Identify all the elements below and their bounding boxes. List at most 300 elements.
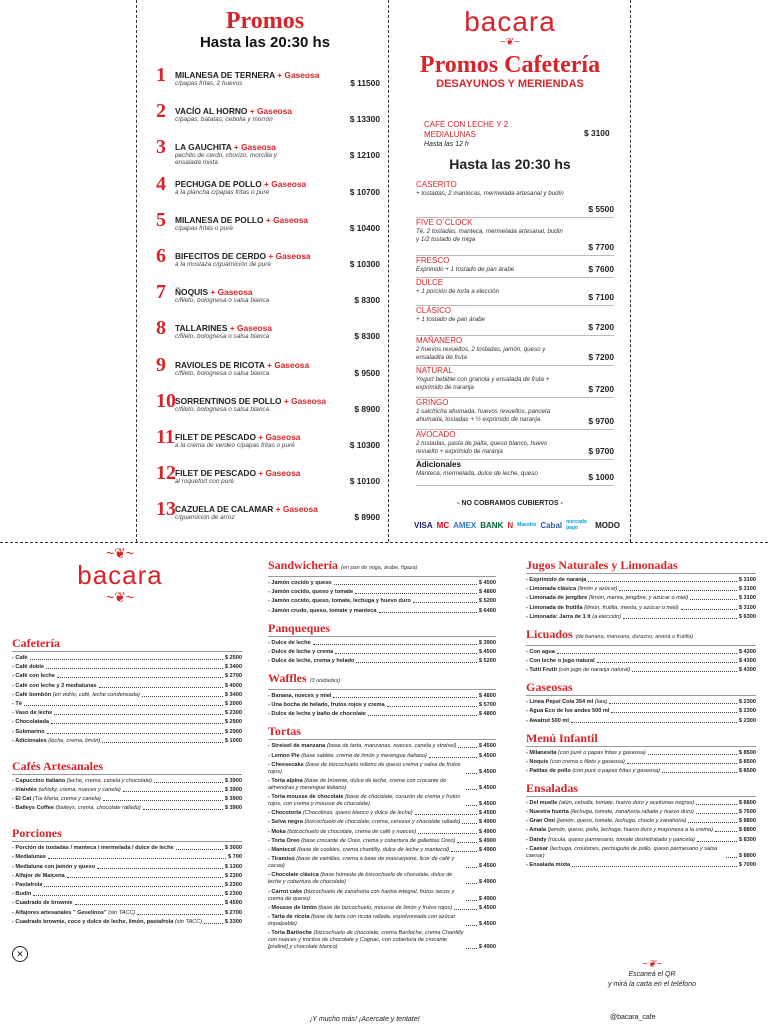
leader-dots xyxy=(632,671,737,672)
section-title xyxy=(526,781,756,797)
menu-item xyxy=(12,882,242,889)
promo-item xyxy=(150,317,380,353)
menu-item xyxy=(526,759,756,766)
cafeteria-promo-desc: + tostadas, 2 mantecas, mermelada artesanal y budín xyxy=(416,190,564,197)
menu-item-name: - Línea Pepsi Cola 354 ml (lata) xyxy=(526,699,608,706)
leader-dots xyxy=(429,757,477,758)
cafeteria-promo-item xyxy=(416,460,614,486)
promo-description: c/papas, batatas, cebolla y morrón xyxy=(175,116,273,124)
menu-item xyxy=(268,905,496,912)
menu-item-price: $ 3000 xyxy=(224,845,242,852)
cafeteria-promos-subtitle: DESAYUNOS Y MERIENDAS xyxy=(436,78,584,90)
promo-addon: + Gaseosa xyxy=(283,395,327,406)
leader-dots xyxy=(123,791,223,792)
cafeteria-promo-price: $ 7200 xyxy=(588,322,614,332)
menu-item-name: - Jamón crudo, queso, tomate y manteca xyxy=(268,607,377,614)
leader-dots xyxy=(413,602,477,603)
menu-item-price: $ 8300 xyxy=(738,836,756,843)
leader-dots xyxy=(355,593,477,594)
cafeteria-promo-name: DULCE xyxy=(416,278,444,287)
promo-item xyxy=(150,498,380,534)
menu-item-note: (lechuga, tomate, zanahoria rallada y huevo duro) xyxy=(570,809,694,816)
menu-item xyxy=(526,699,756,706)
menu-item xyxy=(268,794,496,808)
menu-item-name-text: Ensalada mixta xyxy=(529,862,571,868)
menu-item-price: $ 4500 xyxy=(478,904,496,911)
menu-item-price: $ 4500 xyxy=(478,810,496,817)
promo-description: a la plancha c/papas fritas o puré xyxy=(175,188,270,196)
section-title-text: Cafés Artesanales xyxy=(12,758,103,773)
leader-dots xyxy=(67,877,223,878)
menu-section-tortas xyxy=(268,724,496,951)
promo-description: c/papas fritas, 2 huevos xyxy=(175,80,243,87)
menu-item xyxy=(268,580,496,587)
promo-item xyxy=(150,173,380,209)
section-title xyxy=(12,826,242,842)
promo-description: al roquefort con puré xyxy=(175,478,234,486)
menu-item-name-text: Irlandés xyxy=(15,786,37,793)
promo-item xyxy=(150,245,380,281)
promo-item xyxy=(150,462,380,498)
section-title-text: Licuados xyxy=(526,626,573,641)
cafeteria-promo-price: $ 7200 xyxy=(588,352,614,362)
menu-item xyxy=(12,664,242,671)
promo-item xyxy=(150,354,380,390)
menu-item-note: (limón, frutilla, menta, y azúcar o miel) xyxy=(584,604,679,611)
payment-methods xyxy=(414,519,620,531)
menu-item-name: - Chocolate clásica (base húmeda de bizcochuelo de chocolate, dulce de leche y cobertura de chocolate) xyxy=(268,872,453,886)
menu-item-name: - Lemon Pie (base sablée, crema de limón y merengue italiano) xyxy=(268,752,427,759)
menu-section-licuados xyxy=(526,627,756,674)
promo-item xyxy=(150,100,380,136)
menu-item-name-text: Dandy xyxy=(529,836,547,843)
menu-item xyxy=(526,708,756,715)
section-title-text: Cafetería xyxy=(12,636,60,650)
menu-item xyxy=(268,693,496,700)
leader-dots xyxy=(75,904,223,905)
menu-brand-name: bacara xyxy=(77,560,163,590)
menu-item-note: (sin TACC) xyxy=(174,918,203,925)
menu-item xyxy=(268,889,496,903)
promo-name xyxy=(175,432,300,442)
menu-item-name-text: Alfajor de Maicena xyxy=(15,872,65,879)
promo-price: $ 13300 xyxy=(349,114,380,125)
menu-item-name-text: Medialunas xyxy=(15,854,46,861)
section-title xyxy=(526,627,756,646)
promo-list xyxy=(150,64,380,534)
menu-item-name-text: Amala xyxy=(529,827,547,834)
cafeteria-promo-price: $ 7200 xyxy=(588,384,614,394)
promo-name-text: FILET DE PESCADO xyxy=(175,468,256,479)
cut-line-middle xyxy=(388,0,389,542)
menu-item-name: - Ensalada mixta xyxy=(526,862,571,868)
promo-price: $ 8300 xyxy=(354,331,380,342)
menu-item-price: $ 4300 xyxy=(738,667,756,674)
menu-item-price: $ 4500 xyxy=(478,743,496,750)
menu-item-name-text: Nuestra huerta xyxy=(529,809,569,816)
menu-item-price: $ 4500 xyxy=(478,863,496,870)
cafeteria-promo-desc: 2 tostadas, pasta de palta, queso blanco, huevo revuelto + exprimido de naranja xyxy=(416,440,548,455)
menu-item-name: - Torta Bariloche (bizcochuelo de chocolate, crema Bariloche, crema Chantilly con nueces y trocitos de chocolate y Cognac, con cobertura de crocante [praliné] y chocolate blanco) xyxy=(268,930,464,951)
menu-item-name: - Cuadrado de brownie xyxy=(12,900,73,907)
menu-item-price: $ 700 xyxy=(228,854,242,861)
menu-item-name: - Torta alpina (base de brownie, dulce de leche, crema con crocante de almendras y merengue italiano) xyxy=(268,777,447,791)
menu-item-price: $ 5700 xyxy=(478,702,496,709)
leader-dots xyxy=(97,868,223,869)
menu-item-name: - Jamón cocido, queso y tomate xyxy=(268,589,354,596)
payment-method-icon: N xyxy=(507,520,514,530)
menu-item xyxy=(268,640,496,647)
menu-item-name: - Mousse de limón (base de bizcochuelo, mousse de limón y frutos rojos) xyxy=(268,904,453,911)
leader-dots xyxy=(24,705,223,706)
menu-item-price: $ 2500 xyxy=(224,655,242,661)
menu-item-price: $ 3100 xyxy=(738,586,756,593)
menu-item-name: - Mantecol (base de cookies, crema chantilly, dulce de leche y mantecol) xyxy=(268,847,450,853)
social-handle: @bacara_cafe xyxy=(610,1014,656,1021)
payment-method-icon: BANK xyxy=(480,520,504,530)
menu-item-note: (base de bizcochuelo, mousse de limón y frutos rojos) xyxy=(318,904,453,911)
menu-item-name-text: Capuccino italiano xyxy=(15,777,66,784)
leader-dots xyxy=(57,677,223,678)
menu-item xyxy=(12,778,242,785)
menu-item xyxy=(12,910,242,917)
menu-item xyxy=(526,837,756,844)
menu-item-note: (leche, crema, canela y chocolate) xyxy=(66,777,152,784)
section-title xyxy=(268,621,496,637)
promo-name xyxy=(175,106,292,116)
promo-name xyxy=(175,504,318,514)
menu-item-note: (con crema o fileto y gaseosa) xyxy=(549,758,625,765)
payment-method-icon: MODO xyxy=(595,520,620,530)
payment-method-icon: VISA xyxy=(414,520,433,530)
menu-section-panqueques xyxy=(268,621,496,665)
menu-item-price: $ 8800 xyxy=(738,827,756,834)
menu-section-sandwicheria xyxy=(268,558,496,615)
menu-item-note: (base de cookies, crema chantilly, dulce de leche y mantecol) xyxy=(297,847,450,853)
menu-item-price: $ 4900 xyxy=(478,819,496,826)
menu-item xyxy=(526,846,756,860)
promo-addon: + Gaseosa xyxy=(277,70,320,80)
menu-item xyxy=(268,930,496,951)
menu-item-price: $ 4500 xyxy=(478,920,496,927)
promo-addon: + Gaseosa xyxy=(258,468,301,479)
menu-item xyxy=(268,856,496,870)
leader-dots xyxy=(662,772,737,773)
promos-title: Promos xyxy=(225,8,305,34)
leader-dots xyxy=(451,851,477,852)
menu-item-name-text: Dulce de leche y baño de chocolate xyxy=(271,711,366,718)
menu-item-name: - Medialuna con jamón y queso xyxy=(12,863,95,870)
cafeteria-promo-price: $ 5500 xyxy=(588,204,614,214)
menu-item-name: - Medialunas xyxy=(12,854,46,861)
menu-item-price: $ 1000 xyxy=(224,737,242,744)
leader-dots xyxy=(466,867,477,868)
brand-logo: bacara xyxy=(464,6,556,37)
menu-item-note: (whisky, crema, nueces y canela) xyxy=(38,786,121,793)
promo-name-text: ÑOQUIS xyxy=(175,287,209,298)
menu-item-name: - El Cat (Tia Maria, crema y canela) xyxy=(12,796,101,803)
menu-item-name-text: Dulce de leche, crema y helado xyxy=(271,657,355,664)
promo-name-text: RAVIOLES DE RICOTA xyxy=(175,359,265,370)
menu-item-note: (atún, cebolla, tomate, huevo duro y aceitunas negras) xyxy=(558,799,695,806)
leader-dots xyxy=(557,653,737,654)
menu-item-price: $ 4500 xyxy=(478,801,496,808)
cut-line-right xyxy=(630,0,631,542)
menu-item-name-text: Cheesecake xyxy=(271,761,304,768)
menu-item-note: (lechuga, croutones, pechuguita de pollo, queso parmesano y salsa caesar) xyxy=(526,845,718,859)
menu-item-note: (bizcochuelo de zanahoria con harina integral, frutos secos y crema de queso) xyxy=(268,888,455,902)
promo-name xyxy=(175,468,300,478)
menu-item-name: - Dulce de leche y baño de chocolate xyxy=(268,711,366,718)
menu-item-note: (baileys, crema, chocolate rallado) xyxy=(55,805,141,812)
menu-item-name: - Té xyxy=(12,700,22,707)
menu-item xyxy=(268,598,496,605)
menu-item-price: $ 8800 xyxy=(738,818,756,825)
section-title-text: Waffles xyxy=(268,670,307,685)
promo-number: 9 xyxy=(156,353,166,376)
menu-item xyxy=(526,605,756,612)
promo-price: $ 12100 xyxy=(349,150,380,161)
menu-item-name-text: Banana, nueces y miel xyxy=(271,692,332,699)
leader-dots xyxy=(47,733,223,734)
menu-item-price: $ 4300 xyxy=(738,648,756,655)
menu-item-price: $ 2900 xyxy=(224,728,242,735)
menu-item-note: (a elección) xyxy=(592,613,622,620)
menu-column-2 xyxy=(268,558,496,957)
menu-item-note: (limón y azúcar) xyxy=(577,586,618,593)
menu-item-price: $ 3900 xyxy=(224,796,242,803)
promo-name-text: CAZUELA DE CALAMAR xyxy=(175,504,274,515)
menu-item-price: $ 3900 xyxy=(224,805,242,812)
menu-item-note: (Tia Maria, crema y canela) xyxy=(32,796,101,803)
section-note: (en pan de miga, árabe, figaza) xyxy=(341,565,418,571)
menu-item-name-text: Limonada: Jarra de 1 lt xyxy=(529,613,591,620)
leader-dots xyxy=(356,662,476,663)
menu-section-gaseosas xyxy=(526,680,756,724)
section-title-text: Jugos Naturales y Limonadas xyxy=(526,558,678,572)
menu-item xyxy=(12,683,242,690)
menu-item-name: - Dulce de leche y crema xyxy=(268,648,334,655)
menu-item-price: $ 4900 xyxy=(478,944,496,951)
menu-item-name-text: Dulce de leche y crema xyxy=(271,648,334,655)
menu-item-name-text: Lemon Pie xyxy=(271,752,300,759)
menu-item-note: (jamón, queso, tomate, lechuga, choclo y zanahoria) xyxy=(556,818,687,825)
cafeteria-promo-name: AVOCADO xyxy=(416,430,456,439)
menu-item-name-text: Café bombón xyxy=(15,691,52,698)
promo-item xyxy=(150,426,380,462)
menu-item-price: $ 4300 xyxy=(738,657,756,664)
leader-dots xyxy=(99,687,223,688)
menu-item-name-text: Chocolatada xyxy=(15,719,49,726)
menu-item-name-text: Exprimido de naranja xyxy=(529,577,587,583)
menu-item-price: $ 6400 xyxy=(478,607,496,614)
leader-dots xyxy=(454,909,477,910)
cafeteria-promo-name: MAÑANERO xyxy=(416,336,463,345)
menu-item-price: $ 2000 xyxy=(224,700,242,707)
leader-dots xyxy=(46,668,223,669)
menu-item-name-text: El Cat xyxy=(15,796,32,803)
menu-item-price: $ 3900 xyxy=(224,786,242,793)
menu-item xyxy=(12,796,242,803)
menu-item-name: - Chocotorta (Chocolinas, queso blanco y dulce de leche) xyxy=(268,810,413,817)
menu-item-name-text: Cuadrado de brownie xyxy=(15,900,73,907)
menu-item xyxy=(526,614,756,621)
menu-item xyxy=(268,658,496,665)
menu-item-name-text: Pastafrola xyxy=(15,882,43,888)
cafeteria-promo-name: CASERITO xyxy=(416,180,457,189)
leader-dots xyxy=(688,822,736,823)
menu-item xyxy=(268,810,496,817)
menu-item xyxy=(12,900,242,907)
promo-name-text: VACÍO AL HORNO xyxy=(175,106,248,117)
cafeteria-promo-price: $ 1000 xyxy=(588,472,614,482)
menu-item-note: (base de brownie, dulce de leche, crema con crocante de almendras y merengue italiano) xyxy=(268,777,447,791)
menu-item-price: $ 5200 xyxy=(478,657,496,664)
menu-item-name: - Chocolatada xyxy=(12,719,49,726)
promo-addon: + Gaseosa xyxy=(233,142,276,153)
cafeteria-promo-name: FIVE O´CLOCK xyxy=(416,218,473,227)
cafeteria-promo-name: NATURAL xyxy=(416,366,453,375)
menu-item-name-text: Carrot cake xyxy=(271,888,303,895)
cafeteria-promo-item xyxy=(416,256,614,278)
menu-item xyxy=(268,753,496,760)
menu-item xyxy=(12,692,242,699)
menu-item-note: (en vidrio, café, leche condensada) xyxy=(52,691,140,698)
leader-dots xyxy=(379,612,477,613)
menu-item-name-text: Mantecol xyxy=(271,847,296,853)
leader-dots xyxy=(44,886,222,887)
section-title xyxy=(268,724,496,740)
menu-item-name-text: Tutti Frutti xyxy=(529,667,557,674)
promo-number: 11 xyxy=(156,425,175,448)
menu-item-price: $ 3900 xyxy=(478,639,496,646)
cafeteria-promos-panel xyxy=(400,6,620,540)
menu-item-price: $ 3900 xyxy=(224,777,242,784)
cafeteria-promo-price: $ 7600 xyxy=(588,264,614,274)
menu-item-name-text: Té xyxy=(15,700,22,707)
gluten-free-icon: ✕ xyxy=(12,946,28,962)
promo-addon: + Gaseosa xyxy=(249,106,292,117)
leader-dots xyxy=(457,842,477,843)
menu-item-name-text: Jamón cocido, queso, tomate, lechuga y huevo duro xyxy=(271,598,411,605)
menu-item xyxy=(526,768,756,775)
menu-item xyxy=(12,864,242,871)
leader-dots xyxy=(458,747,476,748)
leader-dots xyxy=(611,712,736,713)
cafeteria-promo-item xyxy=(416,180,614,218)
menu-item-note: (bizcochuelo de chocolate, crema Bariloche, crema Chantilly con nueces y trocitos de chocolate y Cognac, con cobertura de crocante [praliné] y chocolate blanco) xyxy=(268,930,464,951)
menu-item-price: $ 8800 xyxy=(738,799,756,806)
cafeteria-promo-desc: Té, 2 tostadas, manteca, mermelada artesanal, budín y 1/2 tostado de miga xyxy=(416,228,563,243)
menu-item-name-text: Submarino xyxy=(15,728,45,735)
menu-item-name: - Cheesecake (base de bizcochuelo relleno de queso crema y salsa de frutos rojos) xyxy=(268,761,461,775)
menu-item-name: - Jamón cocido, queso, tomate, lechuga y huevo duro xyxy=(268,598,411,605)
menu-section-cafeteria xyxy=(12,636,242,745)
leader-dots xyxy=(51,723,223,724)
promo-name-text: BIFECITOS DE CERDO xyxy=(175,250,267,261)
promo-price: $ 11500 xyxy=(350,78,380,88)
section-title-text: Sandwichería xyxy=(268,558,339,572)
special-offer-desc: Hasta las 12 h xyxy=(424,141,469,148)
menu-item xyxy=(268,819,496,826)
leader-dots xyxy=(334,584,477,585)
menu-item-name: - Con leche o jugo natural xyxy=(526,657,595,664)
cafeteria-promo-item xyxy=(416,398,614,430)
menu-item xyxy=(12,710,242,717)
menu-item xyxy=(12,673,242,680)
leader-dots xyxy=(696,804,737,805)
promo-number: 2 xyxy=(156,100,166,123)
menu-item-price: $ 1300 xyxy=(224,863,242,870)
menu-item-price: $ 2300 xyxy=(224,882,242,888)
menu-item xyxy=(526,595,756,602)
cafeteria-promo-item xyxy=(416,430,614,460)
menu-item-name-text: Café con leche y 2 medialunas xyxy=(15,682,97,689)
cafeteria-promo-item xyxy=(416,278,614,306)
menu-item-price: $ 2900 xyxy=(224,719,242,726)
leader-dots xyxy=(466,948,477,949)
promo-name xyxy=(175,179,306,189)
menu-item-note: (con puré o papas fritas y gaseosa) xyxy=(572,767,661,774)
section-title-text: Tortas xyxy=(268,724,301,739)
section-title-text: Ensaladas xyxy=(526,780,579,795)
menu-item-name-text: Una bocha de helado, frutos rojos y crema xyxy=(271,702,385,709)
menu-item-price: $ 5200 xyxy=(478,598,496,605)
promo-price: $ 10300 xyxy=(349,258,380,269)
promo-number: 4 xyxy=(156,172,166,195)
menu-item xyxy=(526,862,756,869)
cafeteria-promo-desc: Yogurt bebible con granola y ensalada de fruta + exprimido de naranja xyxy=(416,376,550,391)
special-offer-price: $ 3100 xyxy=(584,128,610,138)
menu-item-price: $ 4000 xyxy=(224,682,242,689)
promo-number: 10 xyxy=(156,389,176,412)
menu-item xyxy=(12,719,242,726)
menu-item-price: $ 2700 xyxy=(224,909,242,916)
menu-item-price: $ 4800 xyxy=(478,692,496,699)
menu-item xyxy=(526,750,756,757)
menu-item-name-text: Torta mousse de chocolate xyxy=(271,794,344,801)
ornament-icon: ~❦~ xyxy=(105,589,135,605)
menu-item xyxy=(268,762,496,776)
promos-panel xyxy=(150,8,380,528)
leader-dots xyxy=(597,662,737,663)
menu-item-price: $ 4900 xyxy=(478,828,496,835)
menu-item xyxy=(526,667,756,674)
payment-method-icon: MC xyxy=(436,520,450,530)
section-note: (3 unidades) xyxy=(309,677,341,684)
leader-dots xyxy=(466,773,477,774)
menu-item-note: (jamón, queso, pollo, lechuga, huevo duro y mayonesa a la crema) xyxy=(547,827,713,834)
leader-dots xyxy=(102,742,222,743)
menu-item xyxy=(268,829,496,836)
menu-logo xyxy=(60,546,180,604)
special-offer xyxy=(424,120,614,149)
menu-item-note: (leche, crema, limón) xyxy=(48,737,101,744)
menu-item xyxy=(268,838,496,845)
menu-item-name-text: Torta alpina xyxy=(271,777,303,784)
menu-item-price: $ 4900 xyxy=(478,895,496,902)
menu-item xyxy=(12,891,242,898)
leader-dots xyxy=(313,644,477,645)
cafeteria-promo-desc: Exprimido + 1 tostado de pan árabe xyxy=(416,266,515,273)
promo-description: c/fileto, bolognesa o salsa blanca xyxy=(175,333,270,341)
menu-item xyxy=(268,743,496,750)
menu-item-price: $ 3400 xyxy=(224,664,242,671)
menu-item-name-text: Torta Bariloche xyxy=(271,930,313,937)
promo-name-text: FILET DE PESCADO xyxy=(175,431,256,442)
menu-item-name-text: Jamón cocido y queso xyxy=(271,580,332,586)
menu-item-name-text: Agua Eco de los andes 500 ml xyxy=(529,708,610,715)
